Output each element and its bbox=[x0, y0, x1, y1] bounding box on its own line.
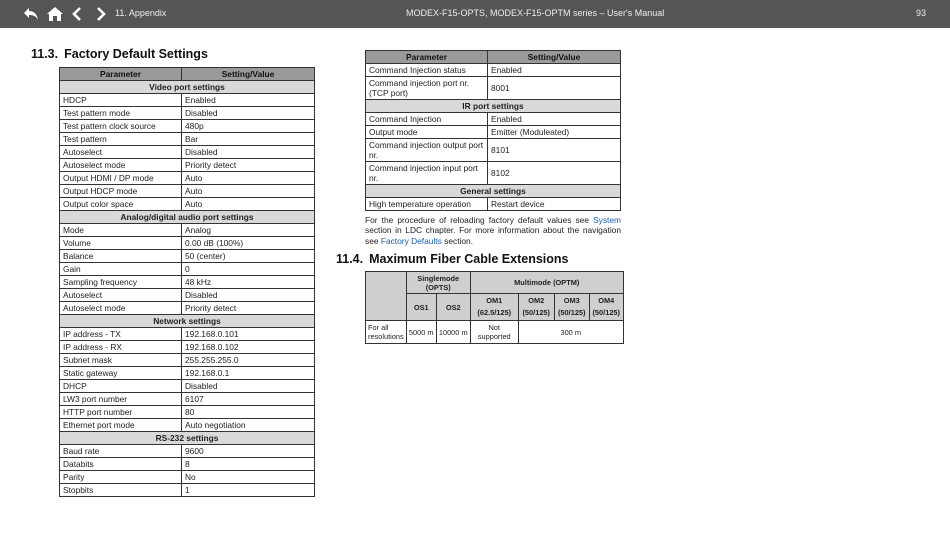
value-cell: Priority detect bbox=[182, 302, 315, 315]
multimode-header: Multimode (OPTM) bbox=[470, 272, 623, 294]
group-header: Analog/digital audio port settings bbox=[60, 211, 315, 224]
parameter-cell: Test pattern mode bbox=[60, 107, 182, 120]
parameter-cell: Test pattern bbox=[60, 133, 182, 146]
column-header-parameter: Parameter bbox=[366, 51, 488, 64]
parameter-cell: Command Injection status bbox=[366, 64, 488, 77]
value-cell: Enabled bbox=[182, 94, 315, 107]
value-cell: Auto bbox=[182, 198, 315, 211]
settings-row bbox=[60, 250, 315, 263]
value-cell: Restart device bbox=[488, 198, 621, 211]
group-header: RS-232 settings bbox=[60, 432, 315, 445]
value-cell: Enabled bbox=[488, 64, 621, 77]
next-icon[interactable] bbox=[94, 5, 112, 23]
parameter-cell: Static gateway bbox=[60, 367, 182, 380]
value-cell: 8001 bbox=[488, 77, 621, 100]
om4-header: OM4 (50/125) bbox=[589, 294, 623, 321]
settings-row bbox=[60, 367, 315, 380]
factory-defaults-table-right bbox=[365, 50, 621, 211]
parameter-cell: Ethernet port mode bbox=[60, 419, 182, 432]
settings-row bbox=[60, 146, 315, 159]
value-cell: 9600 bbox=[182, 445, 315, 458]
value-cell: 1 bbox=[182, 484, 315, 497]
settings-row bbox=[60, 302, 315, 315]
value-cell: 0 bbox=[182, 263, 315, 276]
parameter-cell: Volume bbox=[60, 237, 182, 250]
value-cell: Emitter (Moduleated) bbox=[488, 126, 621, 139]
settings-row bbox=[60, 159, 315, 172]
settings-row bbox=[60, 120, 315, 133]
value-cell: 80 bbox=[182, 406, 315, 419]
value-cell: 480p bbox=[182, 120, 315, 133]
settings-row bbox=[60, 263, 315, 276]
os2-value: 10000 m bbox=[436, 321, 470, 344]
om2-om4-value: 300 m bbox=[518, 321, 623, 344]
settings-row bbox=[60, 341, 315, 354]
group-header: IR port settings bbox=[366, 100, 621, 113]
parameter-cell: Autoselect mode bbox=[60, 302, 182, 315]
factory-defaults-link[interactable]: Factory Defaults bbox=[380, 235, 442, 246]
parameter-cell: IP address - RX bbox=[60, 341, 182, 354]
value-cell: 192.168.0.1 bbox=[182, 367, 315, 380]
column-header-parameter: Parameter bbox=[60, 68, 182, 81]
value-cell: Priority detect bbox=[182, 159, 315, 172]
back-icon[interactable] bbox=[22, 5, 40, 23]
group-header: General settings bbox=[366, 185, 621, 198]
group-header-row bbox=[366, 100, 621, 113]
parameter-cell: LW3 port number bbox=[60, 393, 182, 406]
parameter-cell: Gain bbox=[60, 263, 182, 276]
parameter-cell: Output HDCP mode bbox=[60, 185, 182, 198]
parameter-cell: Autoselect bbox=[60, 146, 182, 159]
column-header-value: Setting/Value bbox=[488, 51, 621, 64]
om1-header: OM1 (62.5/125) bbox=[470, 294, 518, 321]
group-header-row bbox=[60, 432, 315, 445]
value-cell: Disabled bbox=[182, 289, 315, 302]
fiber-extensions-heading: 11.4. Maximum Fiber Cable Extensions bbox=[336, 252, 569, 266]
value-cell: Auto negotiation bbox=[182, 419, 315, 432]
settings-row bbox=[60, 185, 315, 198]
settings-row bbox=[60, 471, 315, 484]
blank-corner-cell bbox=[366, 272, 407, 321]
settings-row bbox=[366, 198, 621, 211]
settings-row bbox=[60, 458, 315, 471]
section-label: 11. Appendix bbox=[115, 8, 167, 18]
parameter-cell: Command injection input port nr. bbox=[366, 162, 488, 185]
previous-icon[interactable] bbox=[70, 5, 88, 23]
om1-value: Not supported bbox=[470, 321, 518, 344]
value-cell: No bbox=[182, 471, 315, 484]
parameter-cell: Autoselect bbox=[60, 289, 182, 302]
value-cell: 255.255.255.0 bbox=[182, 354, 315, 367]
value-cell: 6107 bbox=[182, 393, 315, 406]
parameter-cell: IP address - TX bbox=[60, 328, 182, 341]
value-cell: 192.168.0.102 bbox=[182, 341, 315, 354]
settings-row bbox=[60, 224, 315, 237]
group-header: Video port settings bbox=[60, 81, 315, 94]
home-icon[interactable] bbox=[46, 5, 64, 23]
parameter-cell: Output mode bbox=[366, 126, 488, 139]
parameter-cell: Command injection port nr. (TCP port) bbox=[366, 77, 488, 100]
value-cell: 8102 bbox=[488, 162, 621, 185]
settings-row bbox=[366, 113, 621, 126]
settings-row bbox=[60, 276, 315, 289]
settings-row bbox=[60, 419, 315, 432]
factory-defaults-note: For the procedure of reloading factory default values see System section in LDC chapter. For more information about the navigation see Factory Defaults section. bbox=[365, 215, 622, 246]
settings-row bbox=[60, 484, 315, 497]
parameter-cell: HTTP port number bbox=[60, 406, 182, 419]
nav-icons bbox=[22, 4, 112, 24]
top-bar bbox=[0, 0, 950, 28]
parameter-cell: Parity bbox=[60, 471, 182, 484]
parameter-cell: Output HDMI / DP mode bbox=[60, 172, 182, 185]
settings-row bbox=[60, 328, 315, 341]
page-number: 93 bbox=[916, 8, 927, 18]
group-header: Network settings bbox=[60, 315, 315, 328]
fiber-extensions-table bbox=[365, 271, 624, 344]
settings-row bbox=[60, 445, 315, 458]
settings-row bbox=[60, 289, 315, 302]
settings-row bbox=[60, 237, 315, 250]
settings-row bbox=[60, 133, 315, 146]
settings-row bbox=[60, 393, 315, 406]
parameter-cell: High temperature operation bbox=[366, 198, 488, 211]
settings-row bbox=[60, 380, 315, 393]
parameter-cell: Subnet mask bbox=[60, 354, 182, 367]
settings-row bbox=[366, 64, 621, 77]
factory-defaults-heading: 11.3. Factory Default Settings bbox=[31, 47, 208, 61]
group-header-row bbox=[60, 81, 315, 94]
parameter-cell: Test pattern clock source bbox=[60, 120, 182, 133]
value-cell: 8 bbox=[182, 458, 315, 471]
factory-defaults-table-left bbox=[59, 67, 315, 497]
value-cell: Disabled bbox=[182, 146, 315, 159]
value-cell: Auto bbox=[182, 185, 315, 198]
parameter-cell: Balance bbox=[60, 250, 182, 263]
parameter-cell: Output color space bbox=[60, 198, 182, 211]
value-cell: Disabled bbox=[182, 380, 315, 393]
value-cell: Enabled bbox=[488, 113, 621, 126]
settings-row bbox=[366, 139, 621, 162]
settings-row bbox=[60, 94, 315, 107]
settings-row bbox=[60, 107, 315, 120]
value-cell: 50 (center) bbox=[182, 250, 315, 263]
parameter-cell: Command Injection bbox=[366, 113, 488, 126]
group-header-row bbox=[60, 315, 315, 328]
value-cell: Analog bbox=[182, 224, 315, 237]
parameter-cell: Mode bbox=[60, 224, 182, 237]
value-cell: 8101 bbox=[488, 139, 621, 162]
settings-row bbox=[366, 162, 621, 185]
os2-header: OS2 bbox=[436, 294, 470, 321]
manual-title: MODEX-F15-OPTS, MODEX-F15-OPTM series – User's Manual bbox=[406, 8, 665, 18]
row-label-all-resolutions: For all resolutions bbox=[366, 321, 407, 344]
value-cell: Auto bbox=[182, 172, 315, 185]
os1-header: OS1 bbox=[406, 294, 436, 321]
value-cell: 0.00 dB (100%) bbox=[182, 237, 315, 250]
om2-header: OM2 (50/125) bbox=[518, 294, 554, 321]
parameter-cell: Baud rate bbox=[60, 445, 182, 458]
settings-row bbox=[60, 198, 315, 211]
value-cell: 192.168.0.101 bbox=[182, 328, 315, 341]
group-header-row bbox=[60, 211, 315, 224]
value-cell: Disabled bbox=[182, 107, 315, 120]
value-cell: Bar bbox=[182, 133, 315, 146]
settings-row bbox=[60, 406, 315, 419]
parameter-cell: Command injection output port nr. bbox=[366, 139, 488, 162]
parameter-cell: Sampling frequency bbox=[60, 276, 182, 289]
os1-value: 5000 m bbox=[406, 321, 436, 344]
value-cell: 48 kHz bbox=[182, 276, 315, 289]
parameter-cell: DHCP bbox=[60, 380, 182, 393]
settings-row bbox=[366, 77, 621, 100]
singlemode-header: Singlemode (OPTS) bbox=[406, 272, 470, 294]
settings-row bbox=[60, 354, 315, 367]
group-header-row bbox=[366, 185, 621, 198]
om3-header: OM3 (50/125) bbox=[554, 294, 589, 321]
parameter-cell: Stopbits bbox=[60, 484, 182, 497]
parameter-cell: HDCP bbox=[60, 94, 182, 107]
settings-row bbox=[60, 172, 315, 185]
column-header-value: Setting/Value bbox=[182, 68, 315, 81]
settings-row bbox=[366, 126, 621, 139]
system-link[interactable]: System bbox=[593, 215, 622, 225]
parameter-cell: Databits bbox=[60, 458, 182, 471]
parameter-cell: Autoselect mode bbox=[60, 159, 182, 172]
